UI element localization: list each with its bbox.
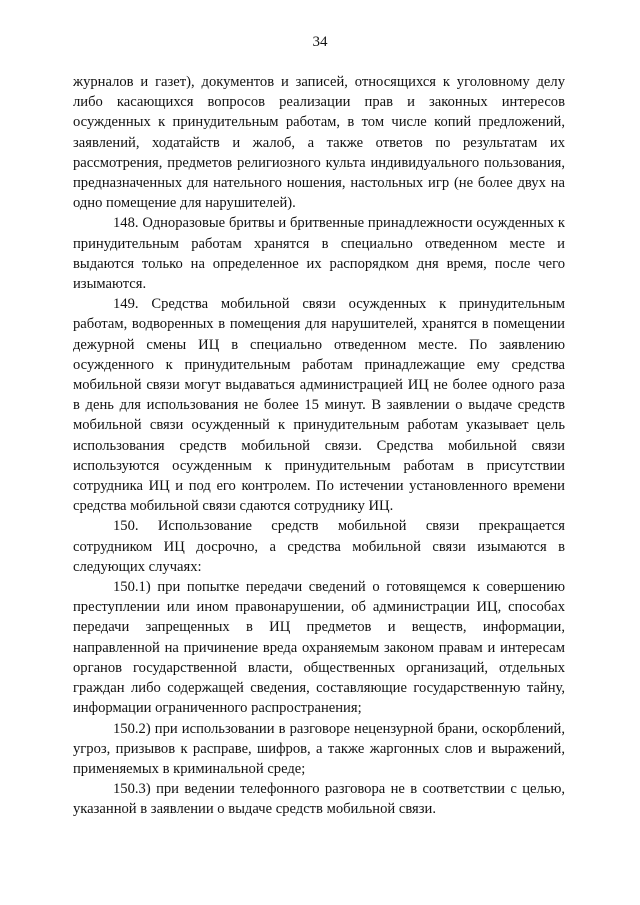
paragraph-150: 150. Использование средств мобильной связи прекращается сотрудником ИЦ досрочно, а средства мобильной связи изымаются в следующих случаях: <box>73 518 565 575</box>
paragraph-150-1: 150.1) при попытке передачи сведений о готовящемся к совершению преступлении или ином правонарушении, об администрации ИЦ, способах передачи запрещенных в ИЦ предметов и веществ, информации, направленной на причинение вреда охраняемым законом правам и интересам органов государственной власти, общественных организаций, отдельных граждан либо содержащей сведения, составляющие государственную тайну, информации ограниченного распространения; <box>73 579 565 717</box>
paragraph-continuation: журналов и газет), документов и записей, относящихся к уголовному делу либо касающихся вопросов реализации прав и законных интересов осужденных к принудительным работам, в том числе копий предложений, заявлений, ходатайств и жалоб, а также ответов по результатам их рассмотрения, предметов религиозного культа индивидуального пользования, предназначенных для нательного ношения, настольных игр (не более двух на одно помещение для нарушителей). <box>73 74 565 212</box>
paragraph-150-2: 150.2) при использовании в разговоре нецензурной брани, оскорблений, угроз, призывов к расправе, шифров, а также жаргонных слов и выражений, применяемых в криминальной среде; <box>73 720 565 777</box>
paragraph-150-3: 150.3) при ведении телефонного разговора не в соответствии с целью, указанной в заявлении о выдаче средств мобильной связи. <box>73 781 565 818</box>
paragraph-148: 148. Одноразовые бритвы и бритвенные принадлежности осужденных к принудительным работам хранятся в специально отведенном месте и выдаются только на определенное их распорядком дня время, после чего изымаются. <box>73 215 565 293</box>
document-body <box>73 72 565 820</box>
paragraph-149: 149. Средства мобильной связи осужденных к принудительным работам, водворенных в помещения для нарушителей, хранятся в помещении дежурной смены ИЦ в специально отведенном месте. По заявлению осужденного к принудительным работам принадлежащие ему средства мобильной связи могут выдаваться администрацией ИЦ не более одного раза в день для использования не более 15 минут. В заявлении о выдаче средств мобильной связи осужденный к принудительным работам указывает цель использования средств мобильной связи. Средства мобильной связи используются осужденным к принудительным работам в присутствии сотрудника ИЦ и под его контролем. По истечении установленного времени средства мобильной связи сдаются сотруднику ИЦ. <box>73 296 565 515</box>
page-number: 34 <box>312 34 328 50</box>
